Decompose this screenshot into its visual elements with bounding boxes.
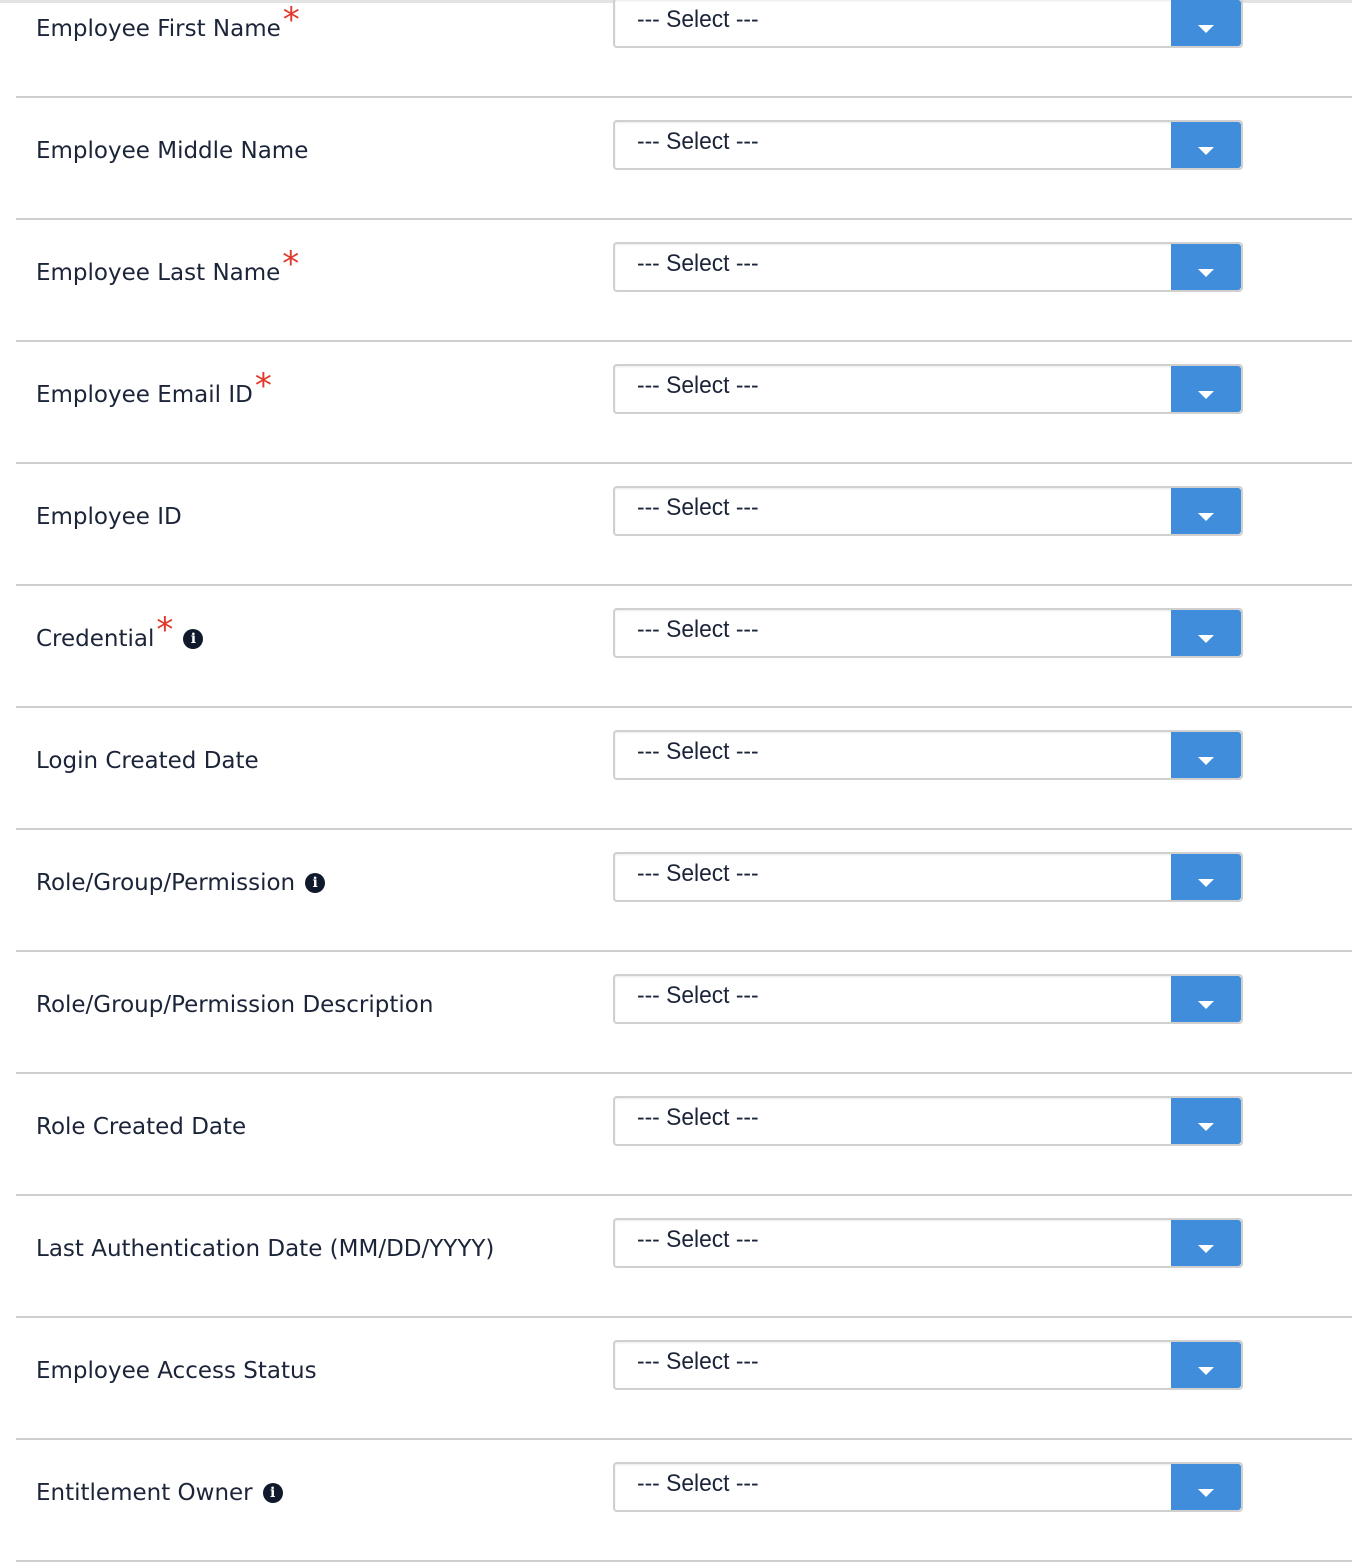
form-row <box>16 464 1352 586</box>
chevron-down-icon <box>1198 635 1214 643</box>
form-row <box>16 830 1352 952</box>
select-value: --- Select --- <box>637 1104 759 1131</box>
chevron-down-icon <box>1198 1001 1214 1009</box>
dropdown-toggle-button[interactable] <box>1171 244 1241 290</box>
field-label <box>36 610 203 654</box>
chevron-down-icon <box>1198 757 1214 765</box>
chevron-down-icon <box>1198 879 1214 887</box>
field-label-text: Employee Middle Name <box>36 138 309 164</box>
field-label-text: Login Created Date <box>36 748 259 774</box>
chevron-down-icon <box>1198 25 1214 33</box>
field-select-dropdown[interactable] <box>613 1218 1243 1268</box>
select-value: --- Select --- <box>637 494 759 521</box>
dropdown-toggle-button[interactable] <box>1171 610 1241 656</box>
info-icon[interactable]: i <box>183 629 203 649</box>
chevron-down-icon <box>1198 269 1214 277</box>
required-asterisk-icon: * <box>282 0 300 40</box>
field-label-text: Last Authentication Date (MM/DD/YYYY) <box>36 1236 495 1262</box>
dropdown-toggle-button[interactable] <box>1171 854 1241 900</box>
select-value: --- Select --- <box>637 6 759 33</box>
field-label-text: Employee Email ID <box>36 382 253 408</box>
chevron-down-icon <box>1198 513 1214 521</box>
field-label <box>36 1478 283 1508</box>
chevron-down-icon <box>1198 1123 1214 1131</box>
dropdown-toggle-button[interactable] <box>1171 0 1241 46</box>
field-label <box>36 244 300 288</box>
form-row <box>16 586 1352 708</box>
form-row <box>16 220 1352 342</box>
field-label-text: Employee Last Name <box>36 260 281 286</box>
select-value: --- Select --- <box>637 738 759 765</box>
field-label-text: Role/Group/Permission <box>36 870 296 896</box>
field-select-dropdown[interactable] <box>613 364 1243 414</box>
form-row <box>16 1318 1352 1440</box>
field-select-dropdown[interactable] <box>613 608 1243 658</box>
chevron-down-icon <box>1198 1245 1214 1253</box>
field-select-dropdown[interactable] <box>613 1096 1243 1146</box>
field-label <box>36 136 308 166</box>
required-asterisk-icon: * <box>254 366 272 406</box>
field-select-dropdown[interactable] <box>613 974 1243 1024</box>
form-row <box>16 1074 1352 1196</box>
required-asterisk-icon: * <box>282 244 300 284</box>
select-value: --- Select --- <box>637 372 759 399</box>
chevron-down-icon <box>1198 1489 1214 1497</box>
chevron-down-icon <box>1198 1367 1214 1375</box>
field-label <box>36 1356 317 1386</box>
required-asterisk-icon: * <box>156 610 174 650</box>
field-select-dropdown[interactable] <box>613 1462 1243 1512</box>
select-value: --- Select --- <box>637 1348 759 1375</box>
field-label-text: Role Created Date <box>36 1114 247 1140</box>
dropdown-toggle-button[interactable] <box>1171 1220 1241 1266</box>
field-select-dropdown[interactable] <box>613 1340 1243 1390</box>
dropdown-toggle-button[interactable] <box>1171 732 1241 778</box>
info-icon[interactable]: i <box>305 873 325 893</box>
field-select-dropdown[interactable] <box>613 852 1243 902</box>
select-value: --- Select --- <box>637 1470 759 1497</box>
field-select-dropdown[interactable] <box>613 486 1243 536</box>
field-label-text: Role/Group/Permission Description <box>36 992 434 1018</box>
field-label-text: Employee ID <box>36 504 182 530</box>
field-select-dropdown[interactable] <box>613 0 1243 48</box>
field-label <box>36 746 259 776</box>
chevron-down-icon <box>1198 391 1214 399</box>
field-select-dropdown[interactable] <box>613 242 1243 292</box>
field-label <box>36 1112 246 1142</box>
dropdown-toggle-button[interactable] <box>1171 1342 1241 1388</box>
select-value: --- Select --- <box>637 860 759 887</box>
dropdown-toggle-button[interactable] <box>1171 1098 1241 1144</box>
select-value: --- Select --- <box>637 616 759 643</box>
select-value: --- Select --- <box>637 128 759 155</box>
field-label <box>36 990 433 1020</box>
field-label-text: Employee Access Status <box>36 1358 317 1384</box>
field-label-text: Employee First Name <box>36 16 281 42</box>
form-row <box>16 0 1352 98</box>
dropdown-toggle-button[interactable] <box>1171 122 1241 168</box>
field-label-text: Entitlement Owner <box>36 1480 253 1506</box>
form-row <box>16 342 1352 464</box>
form-row <box>16 98 1352 220</box>
info-icon[interactable]: i <box>263 1483 283 1503</box>
field-label-text: Credential <box>36 626 155 652</box>
field-label <box>36 868 325 898</box>
dropdown-toggle-button[interactable] <box>1171 488 1241 534</box>
field-label <box>36 1234 494 1264</box>
select-value: --- Select --- <box>637 982 759 1009</box>
field-select-dropdown[interactable] <box>613 120 1243 170</box>
dropdown-toggle-button[interactable] <box>1171 366 1241 412</box>
field-label <box>36 366 272 410</box>
form-row <box>16 708 1352 830</box>
form-row <box>16 1196 1352 1318</box>
dropdown-toggle-button[interactable] <box>1171 1464 1241 1510</box>
select-value: --- Select --- <box>637 1226 759 1253</box>
form-row <box>16 952 1352 1074</box>
field-label <box>36 502 182 532</box>
chevron-down-icon <box>1198 147 1214 155</box>
field-label <box>36 0 300 44</box>
select-value: --- Select --- <box>637 250 759 277</box>
field-select-dropdown[interactable] <box>613 730 1243 780</box>
dropdown-toggle-button[interactable] <box>1171 976 1241 1022</box>
